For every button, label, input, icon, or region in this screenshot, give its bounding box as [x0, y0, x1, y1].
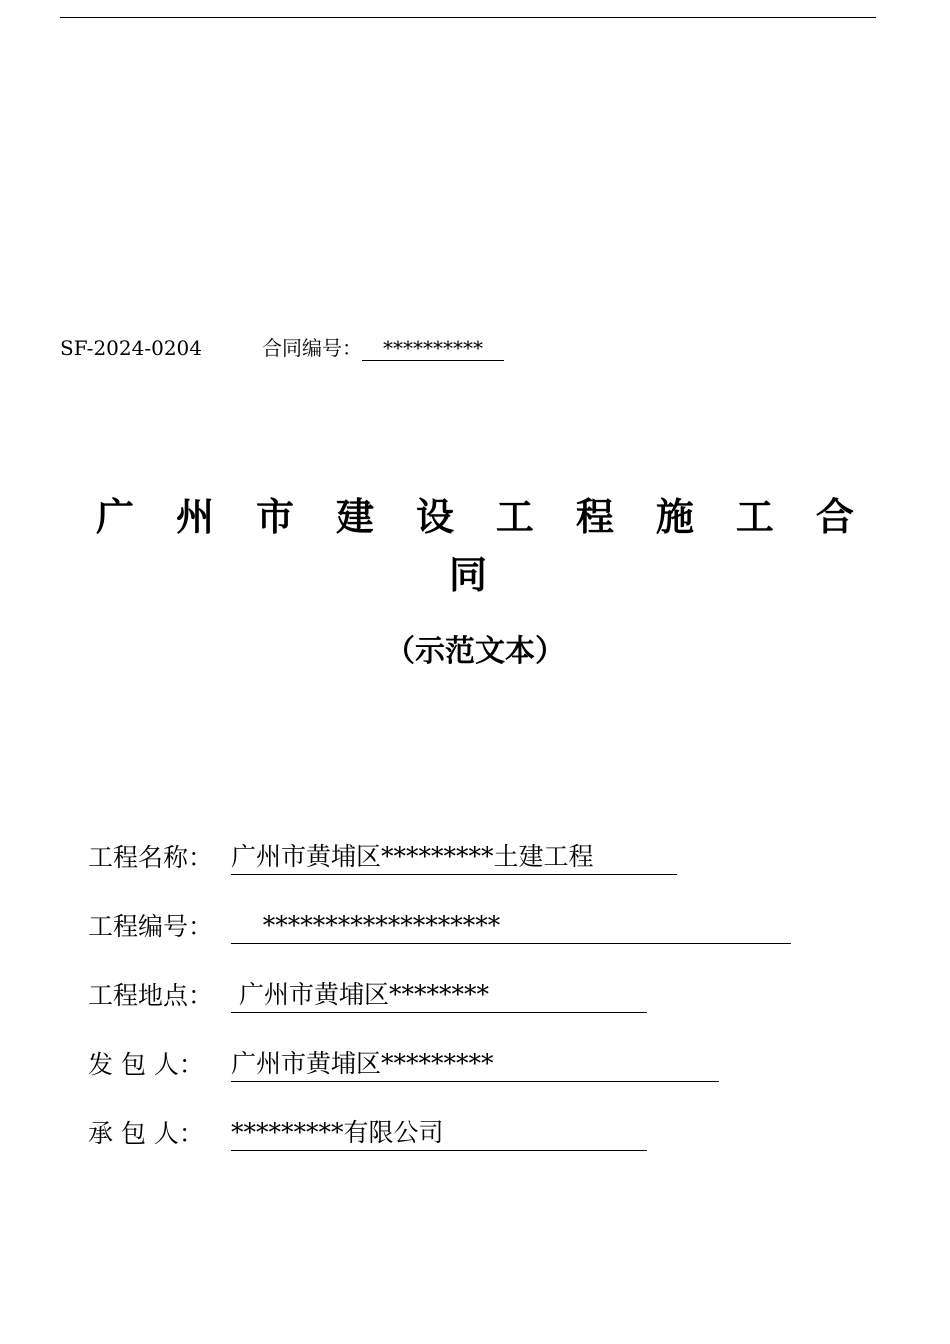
title-char: 州: [175, 495, 214, 539]
title-char: 合: [815, 495, 854, 539]
project-site-row: [88, 978, 791, 1047]
title-row-2: [60, 546, 876, 604]
title-char: 施: [655, 495, 694, 539]
project-number-label: 工程编号：: [88, 912, 214, 941]
title-char: 广: [96, 495, 135, 539]
title-char: 工: [495, 495, 534, 539]
document-subtitle: （示范文本）: [385, 634, 565, 669]
project-info: [88, 840, 791, 1185]
project-number-row: [88, 909, 791, 978]
contractor-label: 承 包 人：: [88, 1119, 204, 1148]
contract-number-value: **********: [362, 334, 504, 361]
employer-row: [88, 1047, 791, 1116]
title-char: 市: [255, 495, 294, 539]
employer-label: 发 包 人：: [88, 1050, 204, 1079]
title-char: 同: [448, 553, 487, 597]
title-char: 建: [335, 495, 374, 539]
title-char: 工: [735, 495, 774, 539]
form-code: SF-2024-0204: [60, 336, 202, 360]
contract-code-line: [60, 333, 504, 363]
employer-value: 广州市黄埔区*********: [231, 1047, 719, 1082]
document-title: [60, 488, 876, 604]
contractor-row: [88, 1116, 791, 1185]
contract-number-label: 合同编号：: [262, 336, 362, 360]
project-name-value: 广州市黄埔区*********土建工程: [231, 840, 677, 875]
project-name-label: 工程名称：: [88, 843, 214, 872]
project-name-row: [88, 840, 791, 909]
project-site-value: 广州市黄埔区********: [231, 978, 647, 1013]
project-number-value: *******************: [231, 909, 791, 944]
top-rule: [60, 17, 876, 18]
project-site-label: 工程地点：: [88, 981, 214, 1010]
title-char: 设: [415, 495, 454, 539]
title-row-1: [60, 488, 876, 546]
title-char: 程: [575, 495, 614, 539]
contractor-value: *********有限公司: [231, 1116, 647, 1151]
